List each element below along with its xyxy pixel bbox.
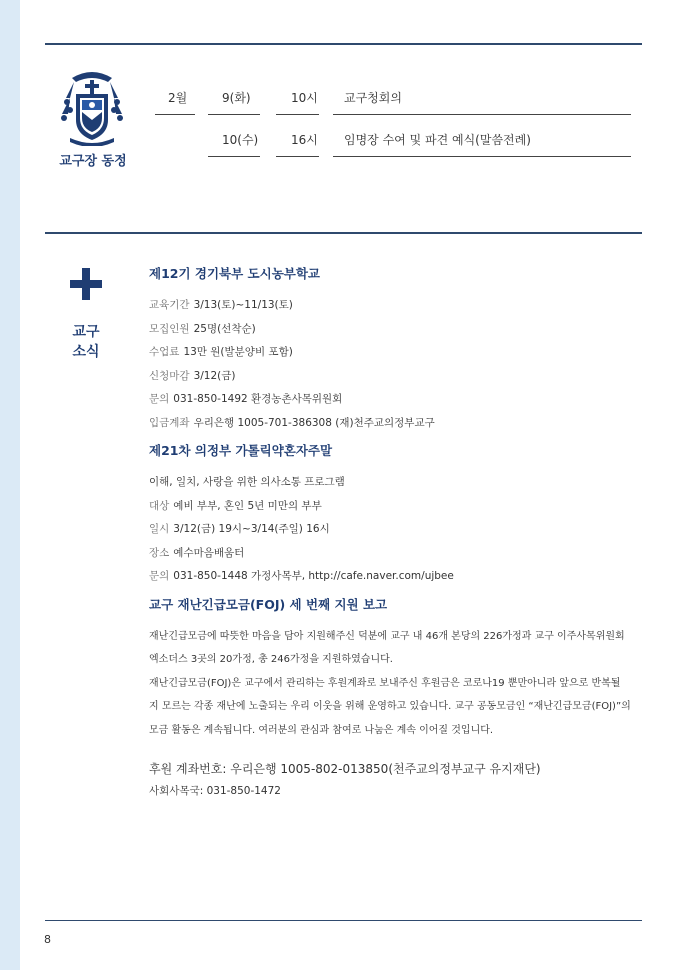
schedule-rule [208, 156, 260, 157]
info-value: 예비 부부, 혼인 5년 미만의 부부 [173, 499, 322, 512]
info-value: 예수마음배움터 [173, 546, 245, 559]
bishop-section-title: 교구장 동정 [59, 154, 127, 169]
side-strip [0, 0, 20, 970]
schedule-rule [333, 114, 631, 115]
info-row [149, 294, 649, 318]
schedule-rule [208, 114, 260, 115]
info-row [149, 565, 649, 589]
info-label: 입금계좌 [149, 416, 190, 429]
schedule-date: 10(수) [222, 133, 259, 147]
info-value: 13만 원(발분양비 포함) [183, 346, 293, 358]
info-label: 교육기간 [149, 299, 190, 311]
footer-divider [45, 920, 642, 921]
foj-paragraph-2 [149, 672, 641, 743]
foj-block [149, 595, 649, 803]
paragraph-line: 모금 활동은 계속됩니다. 여러분의 관심과 참여로 나눔은 계속 이어질 것입니다. [149, 724, 494, 736]
info-label: 수업료 [149, 346, 180, 358]
engaged-intro: 이해, 일치, 사랑을 위한 의사소통 프로그램 [149, 476, 345, 488]
section-divider [45, 232, 642, 234]
info-row [149, 518, 649, 542]
top-divider [45, 43, 642, 45]
info-row [149, 388, 649, 412]
donation-account: 후원 계좌번호: 우리은행 1005-802-013850(천주교의정부교구 유지재단) [149, 762, 541, 776]
foj-paragraph-1 [149, 625, 641, 672]
plus-icon [70, 268, 102, 300]
paragraph-line: 엑소더스 3곳의 20가정, 총 246가정을 지원하였습니다. [149, 654, 393, 665]
schedule-time: 10시 [291, 91, 318, 105]
schedule-rule [276, 114, 319, 115]
farm-school-block [149, 264, 649, 435]
info-row [149, 365, 649, 389]
news-section-title [58, 322, 114, 362]
schedule-month: 2월 [168, 91, 188, 105]
paragraph-line: 재난긴급모금에 따뜻한 마음을 담아 지원해주신 덕분에 교구 내 46개 본당의 226가정과 교구 이주사목위원회 [149, 630, 625, 642]
info-row [149, 341, 649, 365]
news-content [149, 264, 649, 808]
engaged-weekend-title: 제21차 의정부 가톨릭약혼자주말 [149, 443, 333, 458]
info-label: 일시 [149, 523, 170, 535]
schedule-time: 16시 [291, 133, 318, 147]
info-value: 3/13(토)~11/13(토) [193, 299, 293, 311]
info-row [149, 318, 649, 342]
page-number: 8 [44, 933, 51, 946]
paragraph-line: 재난긴급모금(FOJ)은 교구에서 관리하는 후원계좌로 보내주신 후원금은 코로나19 뿐만아니라 앞으로 반복될 [149, 677, 621, 689]
schedule-rule [333, 156, 631, 157]
info-value: 3/12(금) 19시~3/14(주일) 16시 [173, 523, 330, 535]
info-label: 신청마감 [149, 369, 190, 382]
foj-title: 교구 재난긴급모금(FOJ) 세 번째 지원 보고 [149, 596, 388, 612]
info-label: 대상 [149, 499, 170, 512]
farm-school-title: 제12기 경기북부 도시농부학교 [149, 266, 320, 281]
paragraph-line: 지 모르는 각종 재난에 노출되는 우리 이웃을 위해 운영하고 있습니다. 교구 공동모금인 “재난긴급모금(FOJ)”의 [149, 701, 631, 712]
info-label: 문의 [149, 570, 170, 582]
info-row [149, 542, 649, 566]
news-section-title-line1: 교구 [72, 324, 100, 340]
info-label: 장소 [149, 546, 170, 559]
info-value: 031-850-1492 환경농촌사목위원회 [173, 393, 343, 405]
bishop-coat-of-arms-icon [58, 68, 126, 146]
info-row [149, 412, 649, 436]
info-label: 문의 [149, 393, 170, 405]
schedule-event: 임명장 수여 및 파견 예식(말씀전례) [344, 133, 531, 147]
engaged-weekend-block [149, 441, 649, 589]
schedule-rule [155, 114, 195, 115]
info-row [149, 495, 649, 519]
info-value: 25명(선착순) [193, 322, 256, 335]
schedule-event: 교구청회의 [344, 91, 402, 105]
info-value: 3/12(금) [193, 369, 236, 382]
info-value: 우리은행 1005-701-386308 (재)천주교의정부교구 [193, 416, 435, 429]
news-section-title-line2: 소식 [72, 344, 100, 360]
schedule-date: 9(화) [222, 91, 251, 105]
info-label: 모집인원 [149, 322, 190, 335]
info-value: 031-850-1448 가정사목부, http://cafe.naver.com/ujbee [173, 570, 454, 582]
schedule-rule [276, 156, 319, 157]
social-ministry-contact: 사회사목국: 031-850-1472 [149, 785, 281, 797]
